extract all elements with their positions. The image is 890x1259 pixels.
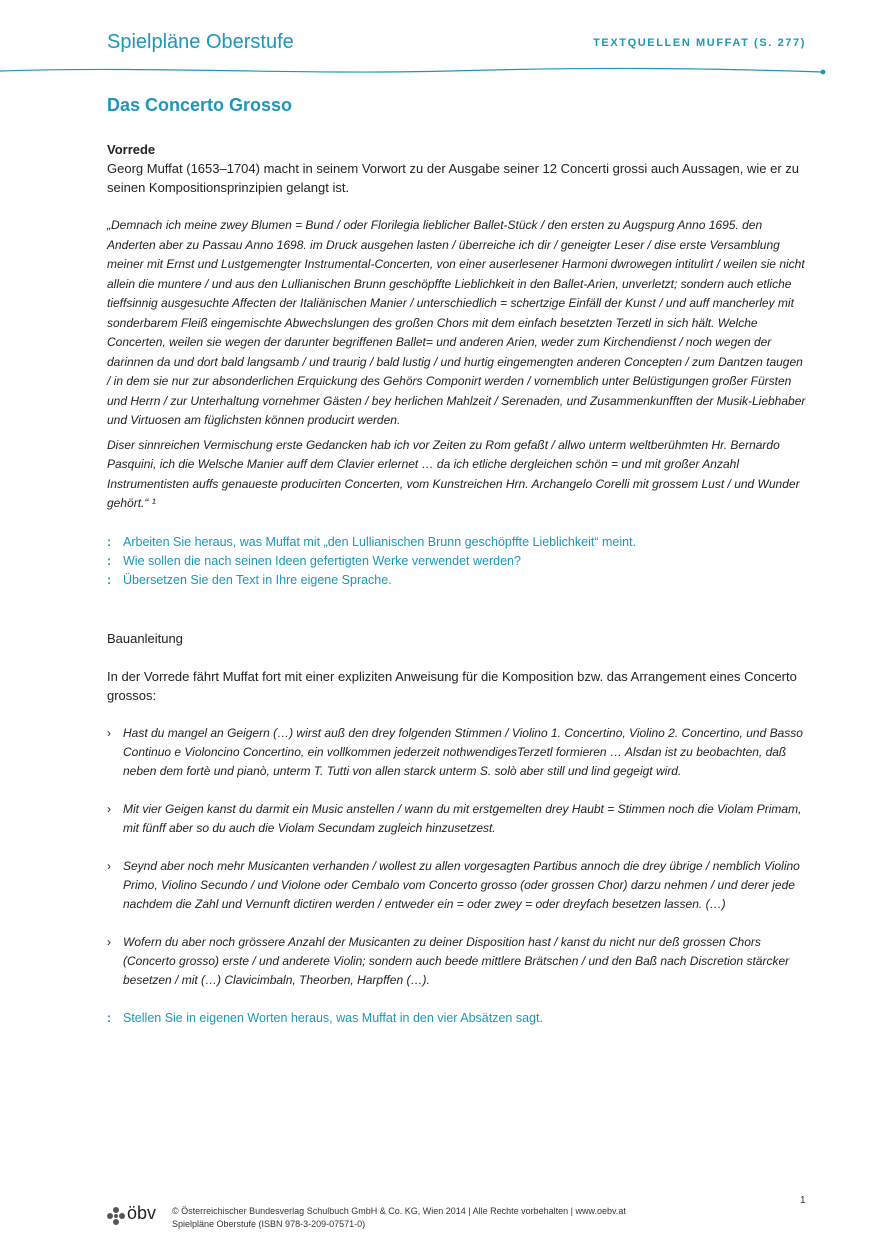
task-list-1 [107,533,807,590]
instruction-item [107,724,807,781]
task-marker: : [107,1010,112,1025]
vorrede-quote-1: „Demnach ich meine zwey Blumen = Bund / oder Florilegia lieblicher Ballet-Stück / den ersten zu Augspurg Anno 1695. den Anderten aber zu Passau Anno 1698. im Druck ausgehen lasten / überreiche ich dir / geneigter Leser / dise erste Versamblung meiner mit Ernst und Lustgemengter Instrumental-Concerten, von einer auserlesener Harmoni dwrowegen intitulirt / weilen sie nicht allein die muntere / und aus den Lullianischen Brunn geschöpffte Lieblichkeit in den Ballet-Arien, unverletzt; sondern auch etliche tieffsinnig ausgesuchte Affecten der Italiänischen Manier / unterschiedlich = schertzige Einfäll der Kunst / und auff mancherley mit sonderbarem Fleiß eingemischte Abwechslungen des großen Chors mit dem einfach besetzten Terzetl in sich hält. Welche Concerten, weilen sie wegen der darunter begriffenen Ballet= und anderen Arien, weder zum Kirchendienst / noch wegen der darinnen da und dort bald langsamb / und traurig / bald lustig / und hurtig eingemengten anderen Concepten / zum Dantzen taugen / in dem sie nur zur absonderlichen Erquickung des Gehörs Componirt werden / vornemblich unter Belüstigungen großer Fürsten und Herrn / zur Unterhaltung vornehmer Gästen / bey herlichen Mahlzeit / Serenaden, und Zusammenkunfften der Musik-Liebhaber und Virtuosen am füglichsten können producirt werden. [107,218,806,427]
chevron-right-icon: › [107,801,111,816]
task-item [107,571,807,590]
task-item [107,533,807,552]
instruction-item [107,857,807,914]
logo-text: öbv [127,1203,157,1223]
page-header [0,0,890,80]
vorrede-section [107,141,807,514]
header-wave-rule [0,62,890,78]
task-text: Übersetzen Sie den Text in Ihre eigene Sprache. [123,572,392,587]
book-title: Spielpläne Oberstufe [107,31,294,53]
task-item [107,1009,807,1028]
book-info: Spielpläne Oberstufe (ISBN 978-3-209-07571-0) [172,1219,366,1229]
copyright-text: © Österreichischer Bundesverlag Schulbuch GmbH & Co. KG, Wien 2014 | Alle Rechte vorbehalten | www.oebv.at [172,1206,626,1216]
vorrede-quote-2: Diser sinnreichen Vermischung erste Gedancken hab ich vor Zeiten zu Rom gefaßt / allwo unterm weltberühmten Hr. Bernardo Pasquini, ich die Welsche Manier auff dem Clavier erlernet … da ich etliche dergleichen schön = und mit großer Anzahl Instrumentisten auffs genaueste producirten Concerten, vom Kunstreichen Hrn. Archangelo Corelli mit grossem Lust / und Wunder gehört.“ ¹ [107,437,800,510]
task-marker: : [107,553,112,568]
task-text: Wie sollen die nach seinen Ideen gefertigten Werke verwendet werden? [123,553,521,568]
chevron-right-icon: › [107,858,111,873]
main-content [107,95,807,1028]
bauanleitung-section [107,630,807,990]
source-reference: TEXTQUELLEN MUFFAT (S. 277) [593,37,806,49]
instruction-text: Seynd aber noch mehr Musicanten verhanden / wollest zu allen vorgesagten Partibus annoch die drey übrige / nemblich Violino Primo, Violino Secundo / und Violone oder Cembalo vom Concerto grosso (oder grossen Chor) darzu nehmen / und derer jede nachdem die Zahl und Vernunft dictiren werden / entweder ein = oder zwey = oder dreyfach besetzen lassen. (…) [123,858,800,911]
page-number: 1 [800,1195,806,1206]
instruction-text: Hast du mangel an Geigern (…) wirst auß den drey folgenden Stimmen / Violino 1. Concertino, Violino 2. Concertino, und Basso Continuo e Violoncino Concertino, ein vollkommen jederzeit nothwendigesTerzetl formieren … Alsdan ist zu beobachten, daß neben dem fortè und pianò, unterm T. Tutti von allen starck unterm S. solò aber still und lind gegeigt wird. [123,725,803,778]
page-title: Das Concerto Grosso [107,95,293,115]
chevron-right-icon: › [107,934,111,949]
instruction-text: Wofern du aber noch grössere Anzahl der Musicanten zu deiner Disposition hast / kanst du nicht nur deß grossen Chors (Concerto grosso) erste / und anderete Violin; sondern auch beede mittlere Brätschen / und den Baß nach Discretion stärcker besetzen / mit (…) Clavicimbaln, Theorben, Harpffen (…). [123,934,790,987]
task-marker: : [107,534,112,549]
page-footer [0,1190,890,1250]
instruction-text: Mit vier Geigen kanst du darmit ein Music anstellen / wann du mit erstgemelten drey Haubt = Stimmen noch die Violam Primam, mit fünff aber so du auch die Violam Secundam zugleich hinzusetzest. [123,801,802,835]
task-text: Stellen Sie in eigenen Worten heraus, was Muffat in den vier Absätzen sagt. [123,1010,543,1025]
vorrede-intro: Georg Muffat (1653–1704) macht in seinem Vorwort zu der Ausgabe seiner 12 Concerti grossi auch Aussagen, wie er zu seinen Kompositionsprinzipien gelangt ist. [107,161,800,195]
task-text: Arbeiten Sie heraus, was Muffat mit „den Lullianischen Brunn geschöpffte Lieblichkeit“ meint. [123,534,637,549]
instruction-list [107,724,807,990]
task-list-2 [107,1009,807,1028]
task-marker: : [107,572,112,587]
bauanleitung-heading: Bauanleitung [107,630,183,646]
vorrede-heading: Vorrede [107,142,156,157]
task-item [107,552,807,571]
bauanleitung-intro: In der Vorrede fährt Muffat fort mit einer expliziten Anweisung für die Komposition bzw. das Arrangement eines Concerto grossos: [107,668,797,703]
instruction-item [107,800,807,838]
publisher-logo [106,1203,166,1228]
flower-icon [106,1206,126,1226]
instruction-item [107,933,807,990]
chevron-right-icon: › [107,725,111,740]
